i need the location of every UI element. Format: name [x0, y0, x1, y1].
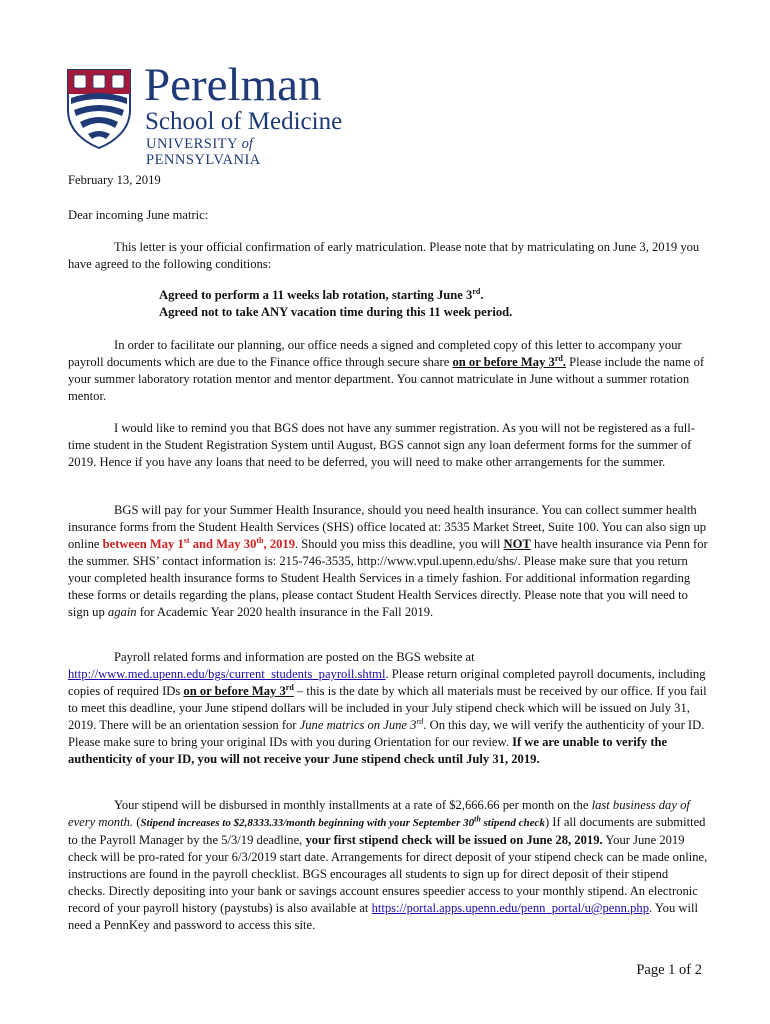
paragraph-planning: In order to facilitate our planning, our office needs a signed and completed copy of this letter to accompany your payroll documents which are due to the Finance office through secure share on or before May 3rd. Please include the name of your summer laboratory rotation mentor and mentor department. You cannot matriculate in June without a summer rotation mentor. — [68, 338, 705, 403]
penn-shield-icon — [66, 68, 132, 150]
paragraph-health-insurance: BGS will pay for your Summer Health Insurance, should you need health insurance. You can collect summer health insurance forms from the Student Health Services (SHS) office located at: 3535 Market Street, Suite 100. You can also sign up online between May 1st and May 30th, 2019. Should you miss this deadline, you will NOT have health insurance via Penn for the summer. SHS’ contact information is: 215-746-3535, http://www.vpul.upenn.edu/shs/. Please make sure that you return your completed health insurance forms to Student Health Services in a timely fashion. For additional information regarding these forms or details regarding the plans, please contact Student Health Services directly. Please note that you will need to sign up again for Academic Year 2020 health insurance in the Fall 2019. — [68, 503, 708, 619]
condition-lab-rotation: Agreed to perform a 11 weeks lab rotation, starting June 3rd. — [159, 286, 484, 302]
logo-line-school: School of Medicine — [145, 108, 343, 135]
bgs-payroll-link[interactable]: http://www.med.upenn.edu/bgs/current_students_payroll.shtml — [68, 667, 386, 681]
paragraph-registration: I would like to remind you that BGS does not have any summer registration. As you will not be registered as a full-time student in the Student Registration System until August, BGS cannot sign any loan deferment forms for the summer of 2019. Hence if you have any loans that need to be deferred, you will need to make other arrangements for the summer. — [68, 421, 695, 469]
perelman-logo — [66, 59, 366, 168]
paragraph-confirmation: This letter is your official confirmation of early matriculation. Please note that by matriculating on June 3, 2019 you have agreed to the following conditions: — [68, 240, 700, 271]
condition-no-vacation: Agreed not to take ANY vacation time during this 11 week period. — [159, 305, 513, 319]
logo-line-university: UNIVERSITY of PENNSYLVANIA — [146, 136, 261, 168]
penn-portal-link[interactable]: https://portal.apps.upenn.edu/penn_portal/u@penn.php — [371, 901, 649, 915]
paragraph-stipend: Your stipend will be disbursed in monthly installments at a rate of $2,666.66 per month on the last business day of every month. (Stipend increases to $2,8333.33/month beginning with your September 30th stipend check) If all documents are submitted to the Payroll Manager by the 5/3/19 deadline, your first stipend check will be issued on June 28, 2019. Your June 2019 check will be pro-rated for your 6/3/2019 start date. Arrangements for direct deposit of your stipend check can be made online, instructions are found in the payroll checklist. BGS encourages all students to sign up for direct deposit of their stipend checks. Directly depositing into your bank or savings account ensures speedier access to your monthly stipend. An electronic record of your payroll history (paystubs) is also available at https://portal.apps.upenn.edu/penn_portal/u@penn.php. You will need a PennKey and password to access this site. — [68, 798, 708, 932]
paragraph-payroll: Payroll related forms and information are posted on the BGS website at http://www.med.upenn.edu/bgs/current_students_payroll.shtml. Please return original completed payroll documents, including copies of required IDs on or before May 3rd – this is the date by which all materials must be received by our office. If you fail to meet this deadline, your June stipend dollars will be included in your July stipend check which will be issued on July 31, 2019. There will be an orientation session for June matrics on June 3rd. On this day, we will verify the authenticity of your ID. Please make sure to bring your original IDs with you during Orientation for our review. If we are unable to verify the authenticity of your ID, you will not receive your June stipend check until July 31, 2019. — [68, 650, 707, 766]
page-number: Page 1 of 2 — [636, 962, 702, 978]
letter-date: February 13, 2019 — [68, 173, 161, 187]
salutation: Dear incoming June matric: — [68, 208, 209, 222]
logo-line-perelman: Perelman — [144, 59, 322, 111]
